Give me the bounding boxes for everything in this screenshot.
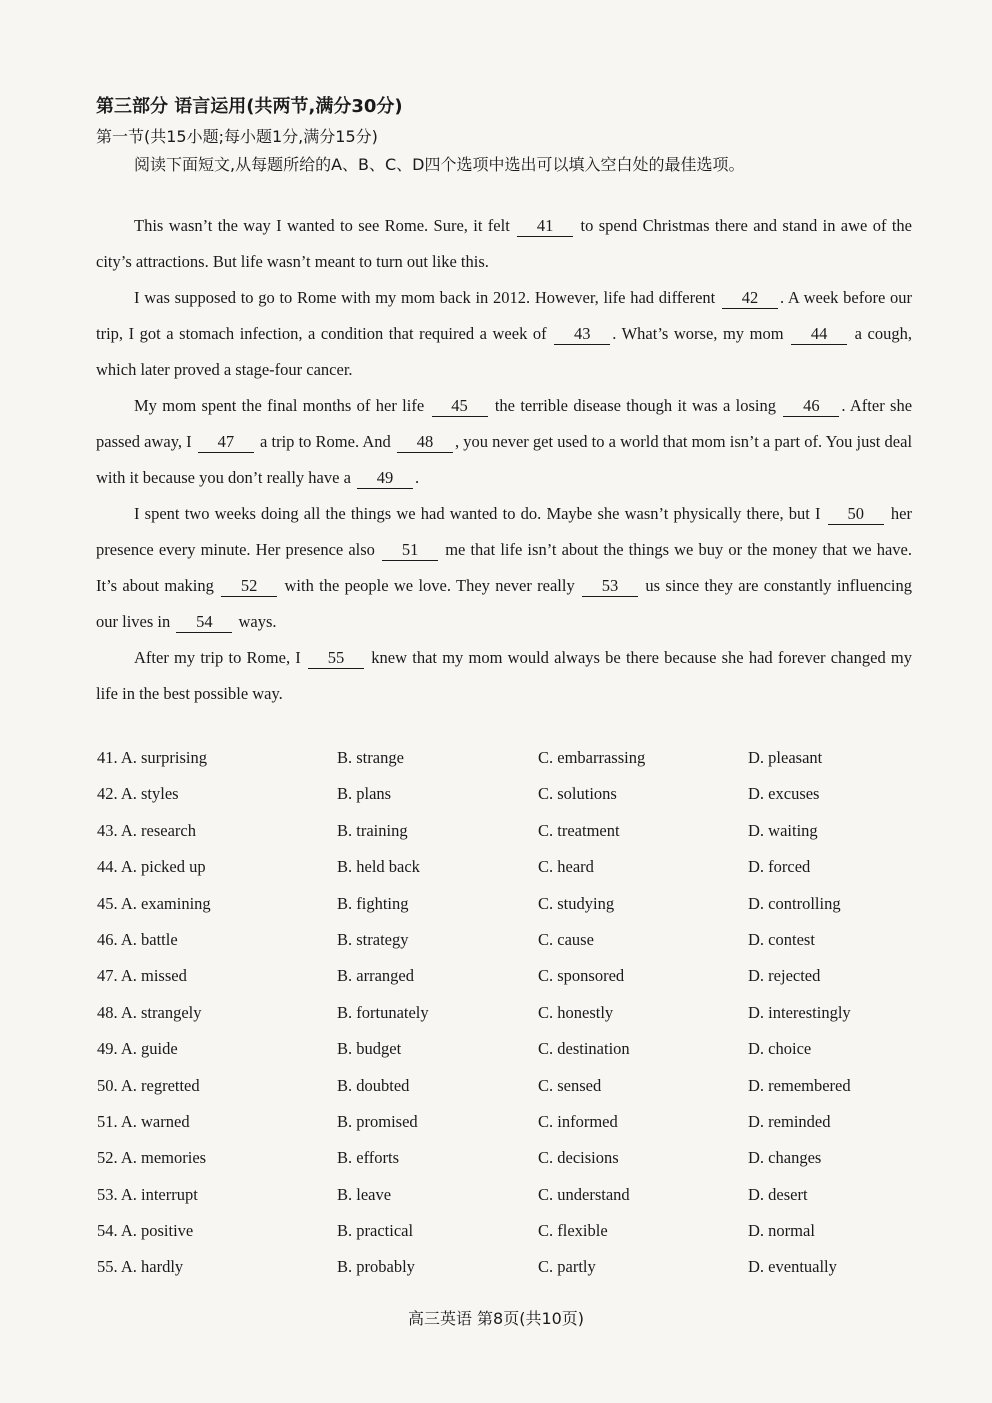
blank-46: 46	[783, 396, 839, 417]
cloze-passage	[96, 208, 912, 712]
page-footer: 高三英语 第8页(共10页)	[407, 1309, 585, 1328]
passage-text: . A week before our trip, I got a stomach infection, a condition that required a week of	[96, 288, 912, 343]
section-title: 第三部分 语言运用(共两节,满分30分)	[96, 96, 403, 117]
option-d: D. excuses	[748, 784, 820, 804]
option-c: C. informed	[538, 1111, 618, 1131]
passage-text: I was supposed to go to Rome with my mom back in 2012. However, life had different	[134, 288, 716, 307]
option-a: 44. A. picked up	[97, 857, 206, 877]
instruction-text: 阅读下面短文,从每题所给的A、B、C、D四个选项中选出可以填入空白处的最佳选项。	[134, 155, 745, 174]
answer-options	[97, 748, 917, 1294]
option-row	[97, 1112, 917, 1148]
blank-54: 54	[176, 612, 232, 633]
option-b: B. training	[337, 820, 408, 840]
passage-text: ways.	[238, 612, 277, 631]
option-c: C. understand	[538, 1184, 630, 1204]
blank-41: 41	[517, 216, 573, 237]
option-d: D. choice	[748, 1039, 812, 1059]
option-d: D. contest	[748, 929, 815, 949]
blank-45: 45	[432, 396, 488, 417]
passage-text: me that life isn’t about the things we buy or the money that we have. It’s about making	[96, 540, 913, 595]
option-b: B. arranged	[337, 966, 414, 986]
option-b: B. strange	[337, 748, 404, 767]
option-b: B. fortunately	[337, 1002, 429, 1022]
option-b: B. doubted	[337, 1075, 410, 1095]
option-a: 49. A. guide	[97, 1039, 178, 1059]
blank-50: 50	[828, 504, 884, 525]
passage-text: knew that my mom would always be there because she had forever changed my life in the best possible way.	[96, 648, 913, 703]
passage-text: . What’s worse, my mom	[612, 324, 784, 343]
option-b: B. practical	[337, 1221, 414, 1241]
option-row	[97, 857, 917, 893]
option-a: 45. A. examining	[97, 893, 211, 913]
passage-text: to spend Christmas there and stand in awe of the city’s attractions. But life wasn’t meant to turn out like this.	[96, 216, 913, 271]
option-row	[97, 748, 917, 784]
passage-text: the terrible disease though it was a losing	[494, 396, 776, 415]
option-a: 51. A. warned	[97, 1111, 190, 1131]
blank-52: 52	[221, 576, 277, 597]
option-c: C. treatment	[538, 820, 620, 840]
option-c: C. partly	[538, 1257, 596, 1277]
option-a: 53. A. interrupt	[97, 1184, 198, 1204]
option-b: B. probably	[337, 1257, 415, 1277]
option-c: C. solutions	[538, 784, 617, 804]
blank-51: 51	[382, 540, 438, 561]
option-a: 47. A. missed	[97, 966, 187, 986]
passage-text: her presence every minute. Her presence also	[96, 504, 912, 559]
option-d: D. pleasant	[748, 748, 823, 767]
option-b: B. efforts	[337, 1148, 400, 1168]
option-d: D. interestingly	[748, 1002, 851, 1022]
option-b: B. strategy	[337, 929, 409, 949]
option-row	[97, 1148, 917, 1184]
option-c: C. sponsored	[538, 966, 625, 986]
blank-48: 48	[397, 432, 453, 453]
option-row	[97, 1039, 917, 1075]
option-row	[97, 821, 917, 857]
passage-text: My mom spent the final months of her life	[134, 396, 425, 415]
passage-text: This wasn’t the way I wanted to see Rome. Sure, it felt	[134, 216, 510, 235]
option-d: D. desert	[748, 1184, 808, 1204]
option-row	[97, 966, 917, 1002]
option-c: C. heard	[538, 857, 594, 877]
blank-47: 47	[198, 432, 254, 453]
paragraph-3	[96, 388, 912, 496]
option-c: C. sensed	[538, 1075, 602, 1095]
passage-text: us since they are constantly influencing our lives in	[96, 576, 912, 631]
option-a: 54. A. positive	[97, 1221, 194, 1241]
option-d: D. reminded	[748, 1111, 831, 1131]
section-subtitle: 第一节(共15小题;每小题1分,满分15分)	[96, 127, 378, 146]
option-d: D. eventually	[748, 1257, 837, 1277]
passage-text: , you never get used to a world that mom isn’t a part of. You just deal with it because you don’t really have a	[96, 432, 913, 487]
option-a: 42. A. styles	[97, 784, 179, 804]
passage-text: After my trip to Rome, I	[134, 648, 301, 667]
passage-text: a cough, which later proved a stage-four cancer.	[96, 324, 912, 379]
passage-text: with the people we love. They never really	[284, 576, 575, 595]
blank-44: 44	[791, 324, 847, 345]
passage-text: .	[415, 468, 420, 487]
blank-42: 42	[722, 288, 778, 309]
option-a: 52. A. memories	[97, 1148, 207, 1168]
option-c: C. cause	[538, 929, 594, 949]
option-a: 55. A. hardly	[97, 1257, 184, 1277]
paragraph-5	[96, 640, 912, 712]
option-a: 46. A. battle	[97, 929, 178, 949]
paragraph-2	[96, 280, 912, 388]
option-b: B. promised	[337, 1111, 418, 1131]
option-d: D. controlling	[748, 893, 841, 913]
option-row	[97, 1257, 917, 1293]
blank-53: 53	[582, 576, 638, 597]
option-row	[97, 894, 917, 930]
option-b: B. budget	[337, 1039, 402, 1059]
passage-text: I spent two weeks doing all the things we had wanted to do. Maybe she wasn’t physically there, but I	[134, 504, 821, 523]
option-row	[97, 1221, 917, 1257]
option-b: B. fighting	[337, 893, 409, 913]
option-c: C. decisions	[538, 1148, 619, 1168]
option-a: 48. A. strangely	[97, 1002, 202, 1022]
option-a: 43. A. research	[97, 820, 196, 840]
option-row	[97, 1076, 917, 1112]
option-row	[97, 930, 917, 966]
option-d: D. forced	[748, 857, 811, 877]
blank-49: 49	[357, 468, 413, 489]
option-row	[97, 784, 917, 820]
option-row	[97, 1185, 917, 1221]
option-c: C. studying	[538, 893, 615, 913]
paragraph-1	[96, 208, 912, 280]
option-b: B. held back	[337, 857, 420, 877]
option-a: 41. A. surprising	[97, 748, 208, 767]
blank-55: 55	[308, 648, 364, 669]
option-d: D. waiting	[748, 820, 818, 840]
option-a: 50. A. regretted	[97, 1075, 200, 1095]
passage-text: a trip to Rome. And	[260, 432, 391, 451]
option-c: C. flexible	[538, 1221, 608, 1241]
option-b: B. leave	[337, 1184, 392, 1204]
option-c: C. embarrassing	[538, 748, 646, 767]
passage-text: . After she passed away, I	[96, 396, 913, 451]
option-b: B. plans	[337, 784, 392, 804]
option-d: D. normal	[748, 1221, 815, 1241]
option-d: D. rejected	[748, 966, 821, 986]
paragraph-4	[96, 496, 912, 640]
option-c: C. destination	[538, 1039, 630, 1059]
option-c: C. honestly	[538, 1002, 614, 1022]
option-d: D. remembered	[748, 1075, 851, 1095]
blank-43: 43	[554, 324, 610, 345]
option-row	[97, 1003, 917, 1039]
option-d: D. changes	[748, 1148, 822, 1168]
